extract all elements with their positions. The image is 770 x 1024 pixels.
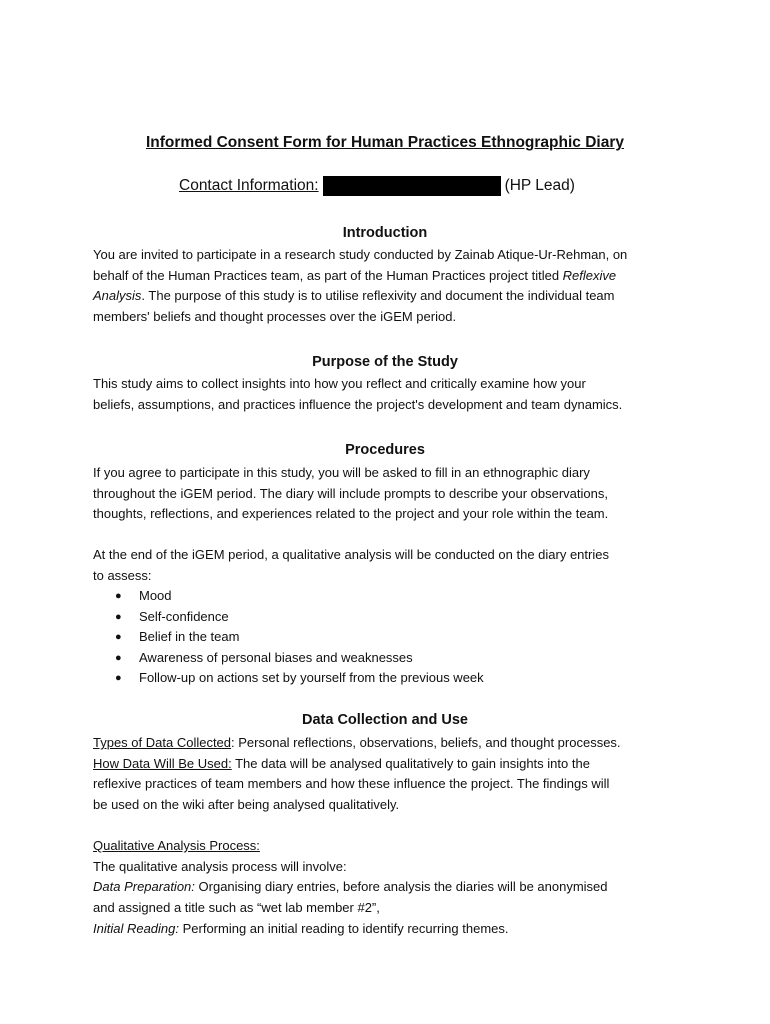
list-item [115,648,484,669]
purpose-paragraph [93,374,677,415]
introduction-heading: Introduction [342,225,428,241]
list-item [115,607,484,628]
list-item-text: Belief in the team [139,629,240,645]
text-line: and assigned a title such as “wet lab member #2”, [93,900,380,916]
text-span: behalf of the Human Practices team, as part of the Human Practices project titled [93,267,563,283]
text-line [93,919,677,940]
assessment-bullet-list [115,586,484,689]
text-line [93,266,677,287]
text-line [93,877,677,898]
text-line: reflexive practices of team members and how these influence the project. The findings will [93,776,610,792]
data-collection-heading: Data Collection and Use [302,712,468,728]
text-line [93,754,677,775]
introduction-paragraph [93,245,677,328]
list-item-text: Awareness of personal biases and weaknesses [139,649,413,665]
contact-role: (HP Lead) [504,177,575,194]
list-item-text: Follow-up on actions set by yourself from the previous week [139,670,484,686]
initial-reading-label: Initial Reading: [93,920,179,936]
text-line: thoughts, reflections, and experiences related to the project and your role within the team. [93,506,609,522]
list-item-text: Self-confidence [139,608,229,624]
qualitative-analysis-paragraph [93,836,677,940]
project-title-italic: Reflexive [562,267,617,283]
text-line [93,286,677,307]
list-item [115,627,484,648]
bullet-icon: ● [115,631,122,644]
data-preparation-label: Data Preparation: [93,879,195,895]
data-collection-paragraph [93,733,677,816]
project-title-italic: Analysis [93,288,142,304]
text-line: beliefs, assumptions, and practices influence the project's development and team dynamics. [93,396,623,412]
text-span: Organising diary entries, before analysis the diaries will be anonymised [194,879,608,895]
list-item-text: Mood [139,588,172,603]
redacted-name-block [323,176,501,196]
qualitative-analysis-label: Qualitative Analysis Process: [93,838,260,853]
text-line: You are invited to participate in a research study conducted by Zainab Atique-Ur-Rehman, on [93,247,628,262]
contact-label: Contact Information: [179,177,319,194]
bullet-icon: ● [115,672,122,685]
procedures-paragraph-1 [93,463,677,525]
text-line: The qualitative analysis process will involve: [93,858,347,874]
text-line: At the end of the iGEM period, a qualitative analysis will be conducted on the diary entries [93,547,609,562]
list-item [115,586,484,607]
bullet-icon: ● [115,610,122,623]
list-item [115,668,484,689]
text-line [93,733,677,754]
text-line: This study aims to collect insights into how you reflect and critically examine how your [93,376,586,391]
text-line: to assess: [93,567,152,583]
text-span: . The purpose of this study is to utilise reflexivity and document the individual team [141,288,615,304]
bullet-icon: ● [115,651,122,664]
text-line: be used on the wiki after being analysed qualitatively. [93,797,400,813]
contact-information [179,176,575,196]
text-line: If you agree to participate in this study, you will be asked to fill in an ethnographic diary [93,465,590,480]
text-span: Performing an initial reading to identify recurring themes. [179,920,509,936]
how-used-label: How Data Will Be Used: [93,755,232,771]
procedures-paragraph-2 [93,545,677,586]
document-title: Informed Consent Form for Human Practices Ethnographic Diary [146,134,624,151]
text-line: throughout the iGEM period. The diary will include prompts to describe your observations, [93,485,608,501]
text-line: members' beliefs and thought processes over the iGEM period. [93,309,457,325]
types-label: Types of Data Collected [93,735,232,750]
bullet-icon: ● [115,590,122,602]
procedures-heading: Procedures [345,442,425,458]
text-span: The data will be analysed qualitatively to gain insights into the [231,755,590,771]
purpose-heading: Purpose of the Study [312,354,458,370]
text-span: : Personal reflections, observations, beliefs, and thought processes. [231,735,621,750]
